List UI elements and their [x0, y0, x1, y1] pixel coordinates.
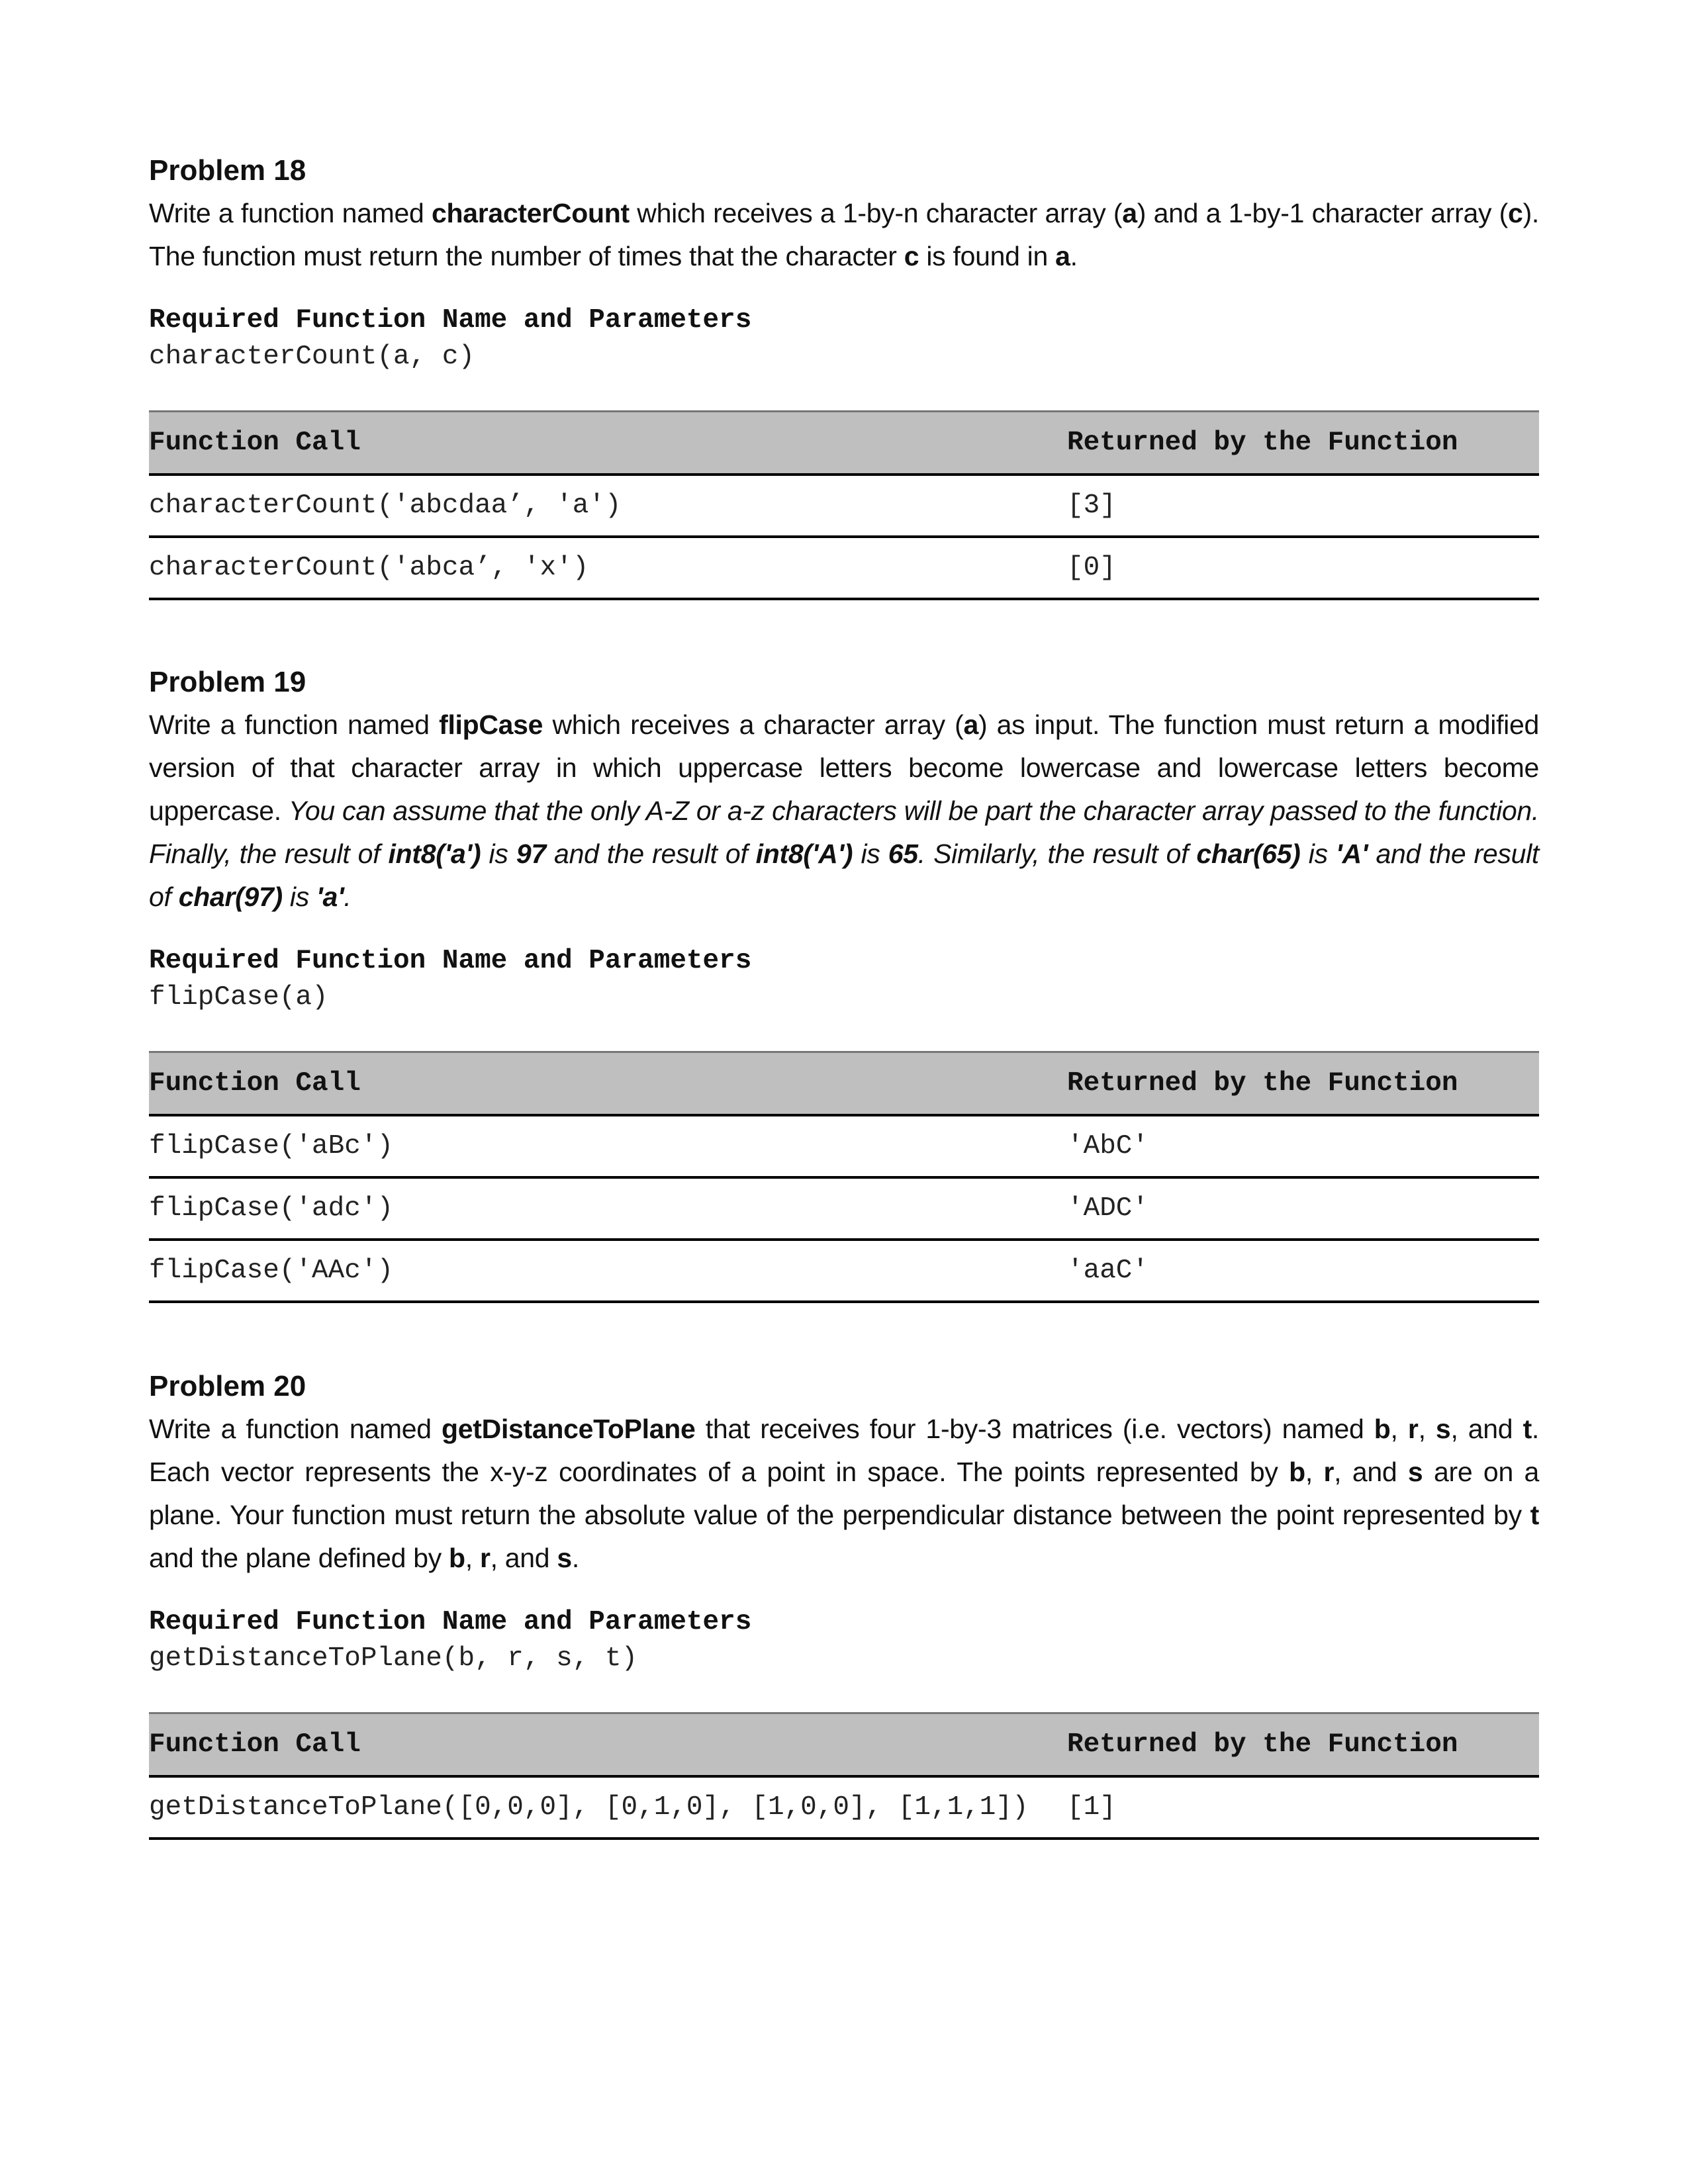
text-segment: ,: [1418, 1414, 1436, 1444]
column-header: Function Call: [149, 412, 1067, 475]
required-label: Required Function Name and Parameters: [149, 1607, 752, 1637]
table-header-row: [149, 1052, 1539, 1116]
text-segment: ,: [1305, 1457, 1324, 1487]
text-segment: that receives four 1-by-3 matrices (i.e. vectors) named: [695, 1414, 1374, 1444]
column-header: Returned by the Function: [1067, 1713, 1539, 1777]
return-value-cell: 'aaC': [1067, 1240, 1539, 1302]
text-segment: which receives a character array (: [543, 709, 964, 740]
column-header: Returned by the Function: [1067, 412, 1539, 475]
bold-term: t: [1530, 1500, 1539, 1530]
function-call-cell: flipCase('adc'): [149, 1177, 1067, 1240]
text-segment: which receives a 1-by-n character array (: [629, 198, 1123, 228]
bold-term: characterCount: [431, 198, 630, 228]
function-call-cell: getDistanceToPlane([0,0,0], [0,1,0], [1,0,0], [1,1,1]): [149, 1776, 1067, 1839]
required-label: Required Function Name and Parameters: [149, 946, 752, 976]
function-signature: getDistanceToPlane(b, r, s, t): [149, 1643, 638, 1674]
text-segment: Write a function named: [149, 709, 440, 740]
bold-term: b: [449, 1543, 465, 1573]
italic-text: .: [344, 882, 352, 912]
function-call-cell: flipCase('AAc'): [149, 1240, 1067, 1302]
bold-term: flipCase: [439, 709, 543, 740]
problem-section: [149, 149, 1539, 600]
bold-term: c: [904, 241, 919, 271]
function-call-cell: flipCase('aBc'): [149, 1115, 1067, 1177]
bold-italic-term: 'a': [316, 882, 344, 912]
table-header-row: [149, 412, 1539, 475]
bold-term: a: [1055, 241, 1070, 271]
bold-term: t: [1523, 1414, 1532, 1444]
italic-text: and the result of: [149, 839, 1540, 912]
function-signature: flipCase(a): [149, 982, 328, 1013]
problem-description: [149, 192, 1539, 278]
text-segment: .: [571, 1543, 579, 1573]
italic-text: . Similarly, the result of: [917, 839, 1197, 869]
function-call-cell: characterCount('abcdaa’, 'a'): [149, 475, 1067, 537]
bold-italic-term: 'A': [1336, 839, 1368, 869]
bold-term: r: [1323, 1457, 1335, 1487]
return-value-cell: [0]: [1067, 537, 1539, 599]
examples-table: [149, 410, 1539, 600]
problem-title: Problem 18: [149, 154, 306, 187]
bold-term: c: [1508, 198, 1523, 228]
return-value-cell: [1]: [1067, 1776, 1539, 1839]
bold-term: getDistanceToPlane: [442, 1414, 696, 1444]
text-segment: is found in: [919, 241, 1056, 271]
table-header-row: [149, 1713, 1539, 1777]
text-segment: Write a function named: [149, 198, 432, 228]
problem-section: [149, 1365, 1539, 1840]
bold-term: r: [1407, 1414, 1419, 1444]
column-header: Function Call: [149, 1052, 1067, 1116]
problem-title: Problem 20: [149, 1370, 306, 1402]
return-value-cell: 'AbC': [1067, 1115, 1539, 1177]
bold-italic-term: 65: [888, 839, 918, 869]
problem-title: Problem 19: [149, 666, 306, 698]
return-value-cell: 'ADC': [1067, 1177, 1539, 1240]
bold-term: b: [1374, 1414, 1391, 1444]
bold-term: s: [1435, 1414, 1451, 1444]
return-value-cell: [3]: [1067, 475, 1539, 537]
column-header: Function Call: [149, 1713, 1067, 1777]
italic-text: is: [853, 839, 888, 869]
bold-italic-term: 97: [516, 839, 546, 869]
examples-table: [149, 1712, 1539, 1840]
text-segment: , and: [1450, 1414, 1523, 1444]
bold-term: s: [1407, 1457, 1423, 1487]
text-segment: , and: [490, 1543, 557, 1573]
text-segment: ) and a 1-by-1 character array (: [1137, 198, 1509, 228]
bold-term: s: [557, 1543, 572, 1573]
italic-text: is: [481, 839, 516, 869]
bold-term: b: [1289, 1457, 1305, 1487]
examples-table: [149, 1051, 1539, 1303]
italic-text: and the result of: [545, 839, 756, 869]
text-segment: ). The function must return the number of times that the character: [149, 198, 1540, 271]
text-segment: are on a plane. Your function must return the absolute value of the perpendicular distance between the point represented by: [149, 1457, 1540, 1530]
function-signature: characterCount(a, c): [149, 341, 475, 372]
italic-text: You can assume that the only A-Z or a-z characters will be part the character array passed to the function. Finally, the result of: [149, 796, 1539, 869]
column-header: Returned by the Function: [1067, 1052, 1539, 1116]
text-segment: and the plane defined by: [149, 1543, 449, 1573]
table-row: [149, 1177, 1539, 1240]
text-segment: ,: [465, 1543, 480, 1573]
bold-italic-term: char(65): [1196, 839, 1301, 869]
problem-description: [149, 1408, 1539, 1580]
italic-text: is: [282, 882, 317, 912]
bold-italic-term: int8('a'): [388, 839, 481, 869]
table-row: [149, 537, 1539, 599]
italic-text: is: [1300, 839, 1336, 869]
text-segment: ) as input. The function must return a modified version of that character array in which uppercase letters become lowercase and lowercase letters become uppercase.: [149, 709, 1539, 826]
table-row: [149, 1776, 1539, 1839]
bold-term: a: [963, 709, 978, 740]
function-call-cell: characterCount('abca’, 'x'): [149, 537, 1067, 599]
required-label: Required Function Name and Parameters: [149, 305, 752, 336]
text-segment: , and: [1334, 1457, 1408, 1487]
bold-italic-term: char(97): [178, 882, 283, 912]
bold-term: a: [1122, 198, 1137, 228]
text-segment: .: [1070, 241, 1078, 271]
problem-description: [149, 704, 1539, 919]
table-row: [149, 475, 1539, 537]
problem-section: [149, 660, 1539, 1303]
table-row: [149, 1115, 1539, 1177]
table-row: [149, 1240, 1539, 1302]
bold-italic-term: int8('A'): [755, 839, 853, 869]
text-segment: Write a function named: [149, 1414, 442, 1444]
bold-term: r: [479, 1543, 491, 1573]
text-segment: . Each vector represents the x-y-z coordinates of a point in space. The points represented by: [149, 1414, 1540, 1487]
text-segment: ,: [1390, 1414, 1408, 1444]
